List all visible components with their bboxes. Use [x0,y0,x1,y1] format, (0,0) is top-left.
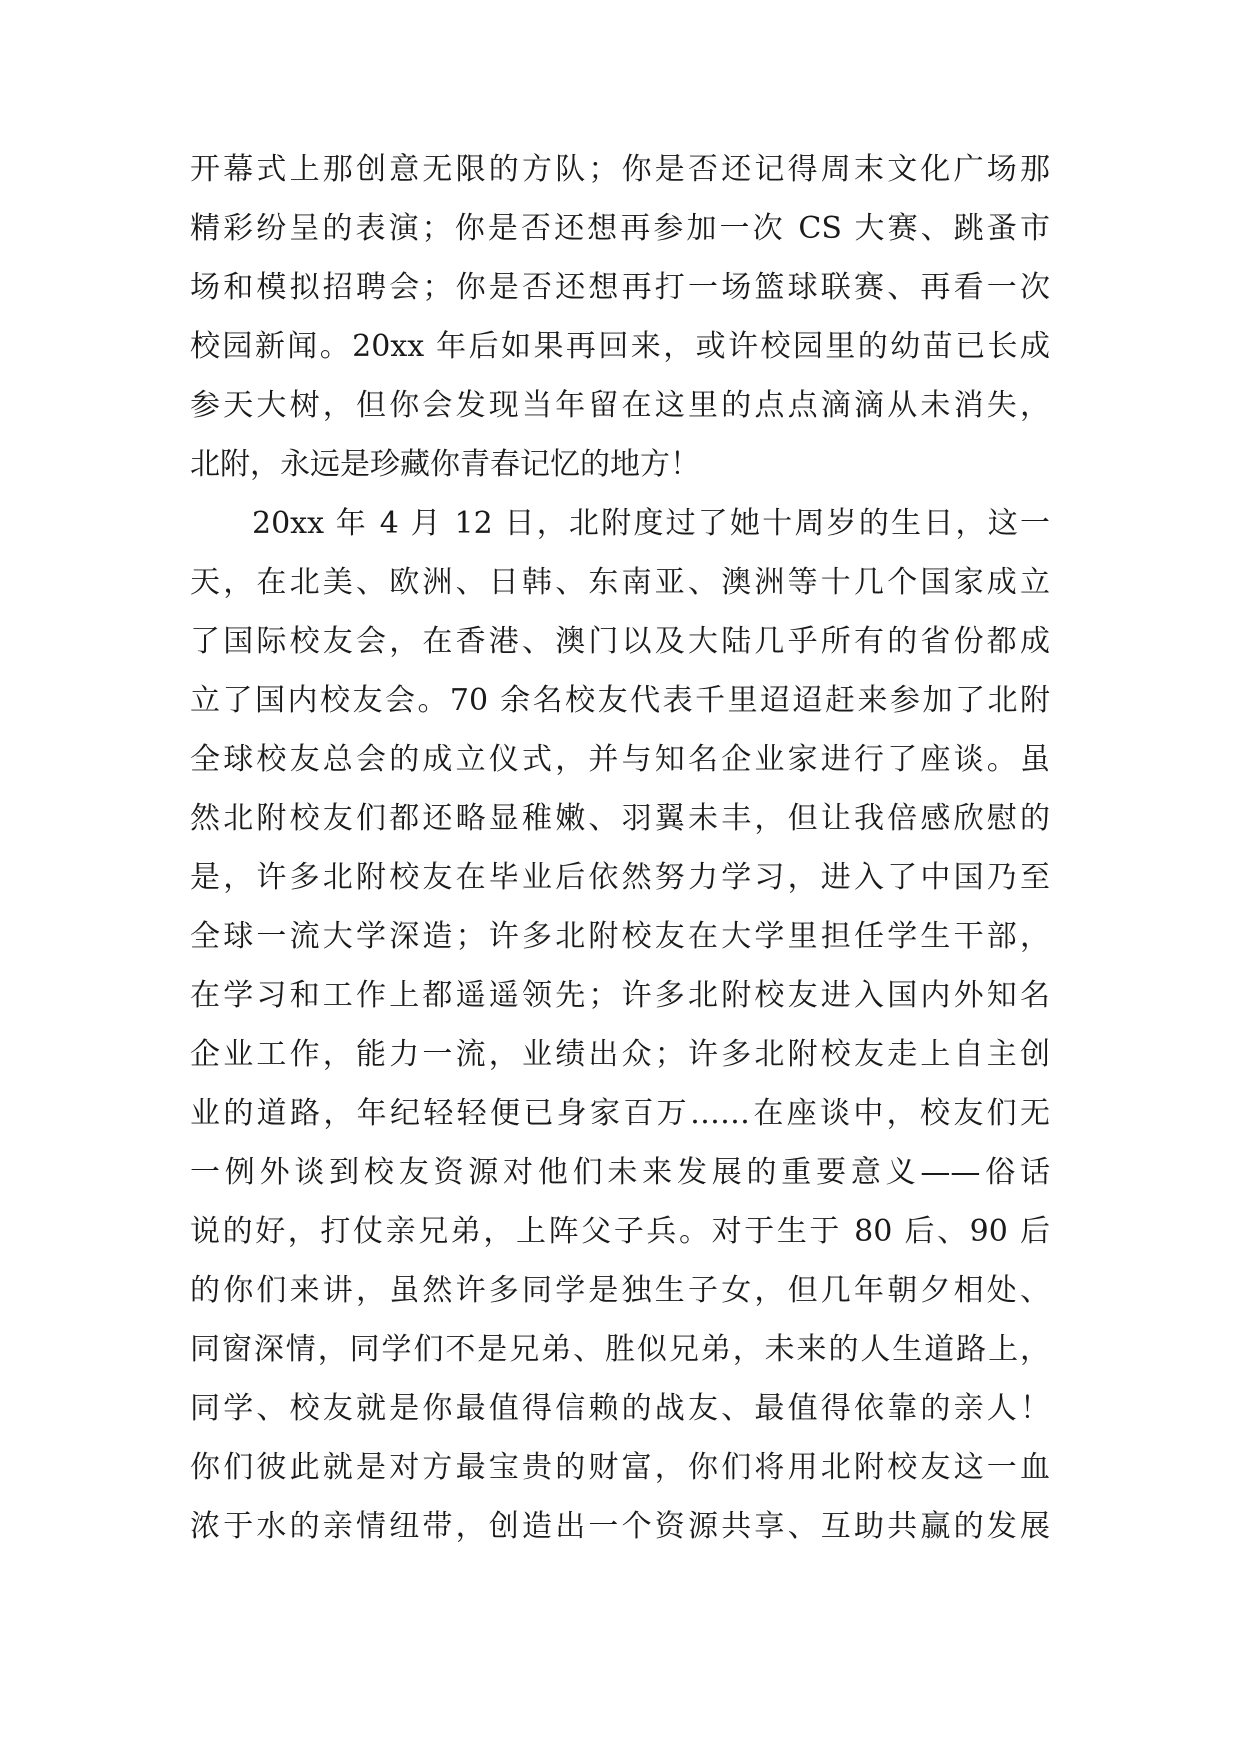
text-line: 一例外谈到校友资源对他们未来发展的重要意义——俗话 [190,1155,1050,1190]
text-line: 你们彼此就是对方最宝贵的财富，你们将用北附校友这一血 [190,1450,1050,1485]
text-line: 全球一流大学深造；许多北附校友在大学里担任学生干部， [190,919,1050,954]
text-line: 了国际校友会，在香港、澳门以及大陆几乎所有的省份都成 [190,624,1050,659]
text-line: 场和模拟招聘会；你是否还想再打一场篮球联赛、再看一次 [190,270,1050,305]
text-line: 业的道路，年纪轻轻便已身家百万……在座谈中，校友们无 [190,1096,1050,1131]
text-line: 校园新闻。20xx 年后如果再回来，或许校园里的幼苗已长成 [190,329,1050,364]
text-line: 说的好，打仗亲兄弟，上阵父子兵。对于生于 80 后、90 后 [190,1214,1050,1249]
text-line: 是，许多北附校友在毕业后依然努力学习，进入了中国乃至 [190,860,1050,895]
text-line: 北附，永远是珍藏你青春记忆的地方！ [190,447,700,482]
text-line: 天，在北美、欧洲、日韩、东南亚、澳洲等十几个国家成立 [190,565,1050,600]
text-line: 同学、校友就是你最值得信赖的战友、最值得依靠的亲人！ [190,1391,1050,1426]
text-line: 的你们来讲，虽然许多同学是独生子女，但几年朝夕相处、 [190,1273,1050,1308]
paragraph-first-line: 20xx 年 4 月 12 日，北附度过了她十周岁的生日，这一 [252,506,1050,541]
text-line: 浓于水的亲情纽带，创造出一个资源共享、互助共赢的发展 [190,1509,1050,1544]
text-line: 在学习和工作上都遥遥领先；许多北附校友进入国内外知名 [190,978,1050,1013]
text-line: 然北附校友们都还略显稚嫩、羽翼未丰，但让我倍感欣慰的 [190,801,1050,836]
text-line: 精彩纷呈的表演；你是否还想再参加一次 CS 大赛、跳蚤市 [190,211,1050,246]
text-line: 立了国内校友会。70 余名校友代表千里迢迢赶来参加了北附 [190,683,1050,718]
text-line: 同窗深情，同学们不是兄弟、胜似兄弟，未来的人生道路上， [190,1332,1050,1367]
text-line: 开幕式上那创意无限的方队；你是否还记得周末文化广场那 [190,152,1050,187]
text-line: 参天大树，但你会发现当年留在这里的点点滴滴从未消失， [190,388,1050,423]
text-line: 企业工作，能力一流，业绩出众；许多北附校友走上自主创 [190,1037,1050,1072]
text-line: 全球校友总会的成立仪式，并与知名企业家进行了座谈。虽 [190,742,1050,777]
